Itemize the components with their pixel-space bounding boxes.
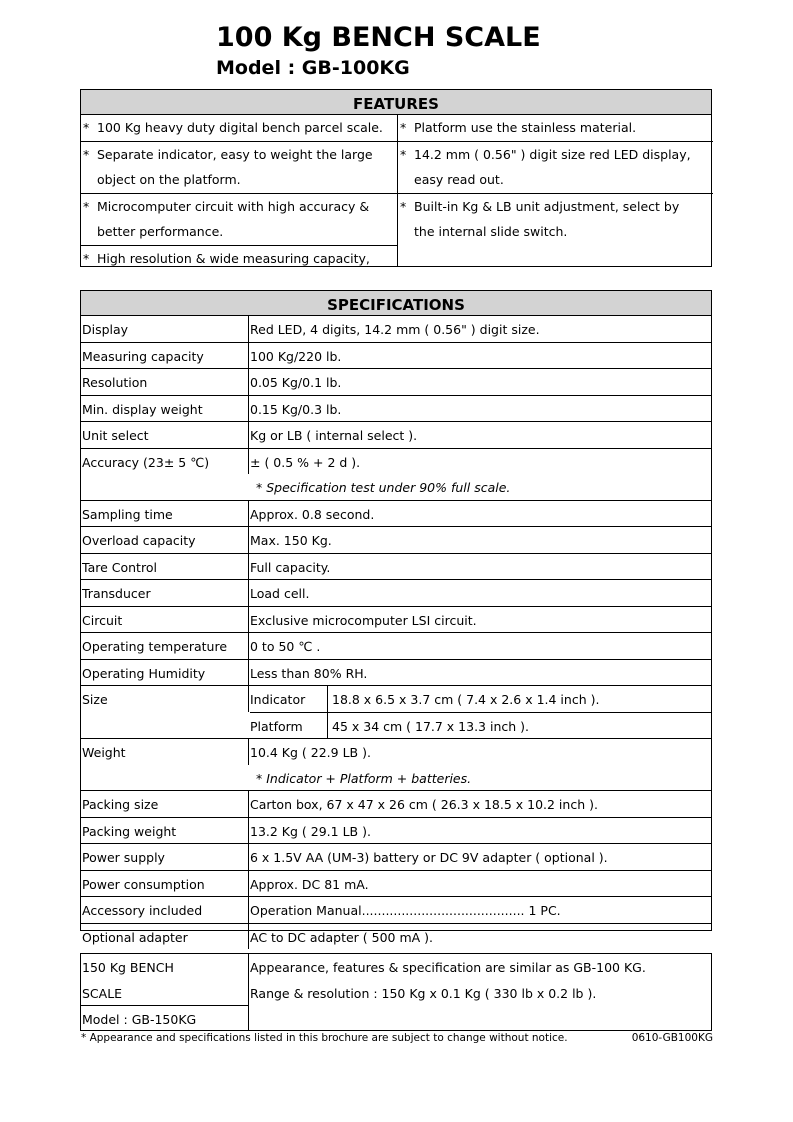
spec-value [248, 554, 711, 580]
spec-label: Operating Humidity [81, 660, 249, 686]
feature-text-line: High resolution & wide measuring capacity, [97, 250, 370, 266]
spec-label: Weight [81, 739, 249, 765]
spec-value [248, 369, 711, 395]
spec-value-line: Less than 80% RH. [250, 665, 368, 681]
specifications-header: SPECIFICATIONS [81, 291, 711, 316]
feature-item [81, 194, 397, 246]
spec-label: Accessory included [81, 897, 249, 923]
footer-notice: * Appearance and specifications listed in this brochure are subject to change without notice. [81, 1032, 568, 1044]
spec-label: Power consumption [81, 871, 249, 897]
spec-value-line: 6 x 1.5V AA (UM-3) battery or DC 9V adapter ( optional ). [250, 850, 608, 865]
bullet-star-icon: * [400, 120, 407, 135]
spec-value-line: Carton box, 67 x 47 x 26 cm ( 26.3 x 18.5 x 10.2 inch ). [250, 797, 598, 812]
spec-value-line: 10.4 Kg ( 22.9 LB ). [250, 745, 371, 760]
spec-value-line: 13.2 Kg ( 29.1 LB ). [250, 823, 371, 839]
specifications-rows [81, 316, 711, 949]
bullet-star-icon: * [83, 120, 90, 135]
specifications-table [80, 290, 712, 945]
spec-value [248, 501, 711, 527]
other-model-name-line: SCALE [82, 985, 123, 1001]
other-model-name-line: 150 Kg BENCH [82, 960, 174, 975]
other-model-table [80, 953, 712, 1031]
other-model-description-line: Appearance, features & specification are similar as GB-100 KG. [250, 960, 646, 975]
spec-label: Resolution [81, 369, 249, 395]
spec-label: Size [81, 686, 249, 712]
feature-text-line: Microcomputer circuit with high accuracy & [97, 198, 370, 214]
spec-row [81, 844, 711, 871]
spec-row [81, 449, 711, 501]
spec-label: Circuit [81, 607, 249, 633]
spec-value-line: Approx. DC 81 mA. [250, 876, 369, 892]
spec-value [248, 396, 711, 422]
feature-item [398, 194, 713, 245]
page-title: 100 Kg BENCH SCALE [216, 22, 541, 53]
spec-row [81, 580, 711, 607]
spec-label: Min. display weight [81, 396, 249, 422]
spec-value-line: 0.05 Kg/0.1 lb. [250, 375, 342, 390]
spec-value-line: 100 Kg/220 lb. [250, 348, 342, 364]
spec-row [81, 607, 711, 634]
spec-row [81, 343, 711, 370]
spec-row [81, 897, 711, 924]
spec-label: Packing weight [81, 818, 249, 844]
spec-label: Display [81, 316, 249, 342]
spec-value [248, 897, 711, 923]
spec-value-line: Operation Manual......................................... 1 PC. [250, 903, 561, 918]
spec-subrow [250, 713, 711, 739]
feature-text-line: 14.2 mm ( 0.56" ) digit size red LED display, [414, 146, 691, 162]
features-header: FEATURES [81, 90, 711, 115]
spec-value-line: Approx. 0.8 second. [250, 506, 375, 522]
spec-row [81, 924, 711, 950]
spec-row [81, 791, 711, 818]
spec-value [248, 686, 711, 738]
spec-subkey: Platform [248, 713, 328, 739]
other-model-description-line: Range & resolution : 150 Kg x 0.1 Kg ( 330 lb x 0.2 lb ). [250, 985, 597, 1001]
feature-text-line: Separate indicator, easy to weight the large [97, 146, 373, 162]
spec-value-line: Load cell. [250, 586, 310, 601]
other-model-name-cell [81, 954, 249, 1030]
features-table [80, 89, 712, 267]
model-subtitle: Model : GB-100KG [216, 57, 410, 79]
spec-subrow [250, 686, 711, 713]
spec-value-line: Exclusive microcomputer LSI circuit. [250, 612, 477, 628]
spec-value-line: Max. 150 Kg. [250, 533, 332, 548]
spec-value [248, 818, 711, 844]
spec-row [81, 739, 711, 791]
spec-label: Sampling time [81, 501, 249, 527]
feature-text-line: better performance. [97, 224, 224, 239]
spec-label: Operating temperature [81, 633, 249, 659]
other-model-code: Model : GB-150KG [81, 1005, 248, 1032]
feature-text-line: easy read out. [414, 172, 504, 187]
spec-row [81, 501, 711, 528]
bullet-star-icon: * [400, 146, 407, 162]
bullet-star-icon: * [83, 146, 90, 162]
spec-value [248, 580, 711, 606]
spec-label: Transducer [81, 580, 249, 606]
feature-item [398, 142, 713, 194]
spec-value-line: ± ( 0.5 % + 2 d ). [250, 454, 361, 470]
spec-value [248, 739, 711, 790]
spec-row [81, 422, 711, 449]
spec-value-line: Red LED, 4 digits, 14.2 mm ( 0.56" ) digit size. [250, 322, 540, 337]
bullet-star-icon: * [83, 250, 90, 266]
spec-value [248, 633, 711, 659]
spec-subvalue: 45 x 34 cm ( 17.7 x 13.3 inch ). [332, 718, 529, 734]
spec-value [248, 871, 711, 897]
spec-label: Accuracy (23± 5 ℃) [81, 449, 249, 475]
spec-note: * Specification test under 90% full scale. [256, 480, 511, 495]
footer-code: 0610-GB100KG [631, 1032, 713, 1044]
feature-text-line: 100 Kg heavy duty digital bench parcel scale. [97, 120, 383, 135]
spec-row [81, 316, 711, 343]
spec-row [81, 369, 711, 396]
bullet-star-icon: * [83, 198, 90, 214]
spec-subkey: Indicator [248, 686, 328, 712]
spec-value [248, 607, 711, 633]
spec-label: Power supply [81, 844, 249, 870]
spec-value-line: Kg or LB ( internal select ). [250, 428, 418, 443]
spec-row [81, 871, 711, 898]
spec-row [81, 527, 711, 554]
spec-subvalue: 18.8 x 6.5 x 3.7 cm ( 7.4 x 2.6 x 1.4 inch ). [332, 692, 600, 707]
spec-value [248, 449, 711, 500]
spec-value-line: 0 to 50 ℃ . [250, 639, 321, 654]
feature-item [81, 142, 397, 194]
spec-value [248, 527, 711, 553]
spec-label: Measuring capacity [81, 343, 249, 369]
feature-item [81, 115, 397, 142]
features-left-column [81, 115, 397, 271]
spec-note: * Indicator + Platform + batteries. [256, 770, 472, 786]
spec-value-line: 0.15 Kg/0.3 lb. [250, 401, 342, 417]
spec-value-line: AC to DC adapter ( 500 mA ). [250, 929, 434, 945]
spec-value [248, 422, 711, 448]
spec-value [248, 660, 711, 686]
bullet-star-icon: * [400, 198, 407, 214]
spec-value [248, 343, 711, 369]
spec-value [248, 791, 711, 817]
spec-label: Unit select [81, 422, 249, 448]
spec-label: Overload capacity [81, 527, 249, 553]
feature-item [398, 115, 713, 142]
spec-label: Packing size [81, 791, 249, 817]
spec-row [81, 818, 711, 845]
spec-row [81, 554, 711, 581]
feature-item [81, 246, 397, 272]
features-right-column [397, 115, 713, 266]
spec-label: Tare Control [81, 554, 249, 580]
feature-text-line: Built-in Kg & LB unit adjustment, select by [414, 198, 680, 214]
feature-text-line: the internal slide switch. [414, 224, 568, 239]
spec-row [81, 686, 711, 739]
other-model-description-cell [249, 954, 711, 1005]
spec-label: Optional adapter [81, 924, 249, 950]
feature-text-line: Platform use the stainless material. [414, 120, 637, 135]
spec-row [81, 396, 711, 423]
spec-row [81, 633, 711, 660]
feature-text-line: object on the platform. [97, 172, 241, 187]
spec-value [248, 316, 711, 342]
spec-value-line: Full capacity. [250, 559, 331, 575]
spec-value [248, 924, 711, 950]
spec-row [81, 660, 711, 687]
spec-value [248, 844, 711, 870]
